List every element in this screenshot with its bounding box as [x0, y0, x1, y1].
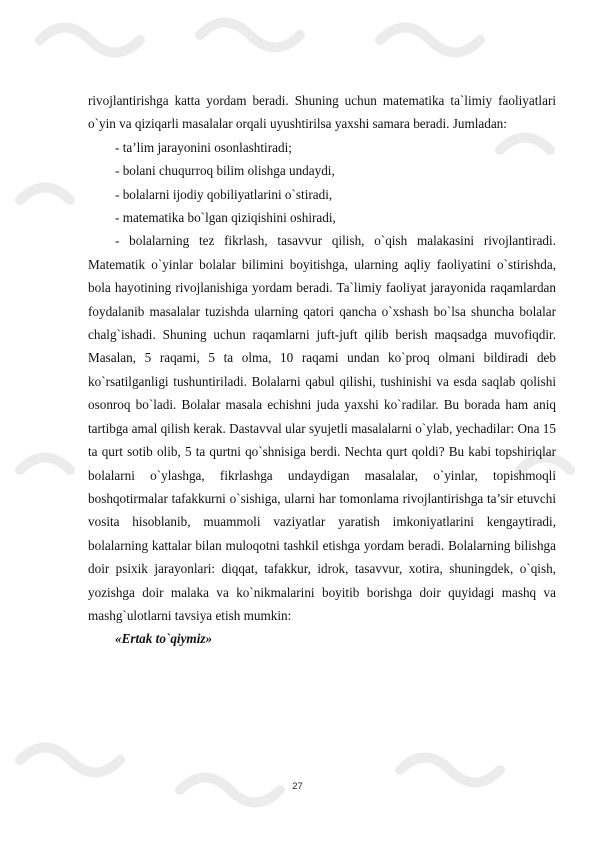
intro-paragraph: rivojlantirishga katta yordam beradi. Shuning uchun matematika ta`limiy faoliyatlari o`yin va qiziqarli masalalar orqali uyushtirilsa yaxshi samara beradi. Jumladan:	[88, 93, 556, 132]
document-body	[88, 89, 556, 651]
bullet-item-2: - bolani chuqurroq bilim olishga undaydi,	[115, 163, 335, 179]
main-paragraph: - bolalarning tez fikrlash, tasavvur qilish, o`qish malakasini rivojlantiradi. Matematik o`yinlar bolalar bilimini boyitishga, ularning aqliy faoliyatini o`stirishda, bola hayotining rivojlanishiga yordam beradi. Ta`limiy faoliyat jarayonida raqamlardan foydalanib masalalar tuzishda ularning qatori qancha o`xshash bo`lsa shuncha bolalar chalg`ishadi. Shuning uchun raqamlarni juft-juft qilib berish maqsadga muvofiqdir. Masalan, 5 raqami, 5 ta olma, 10 raqami undan ko`proq olmani bildiradi deb ko`rsatilganligi tushuntiriladi. Bolalarni qabul qilishi, tushinishi va esda saqlab qolishi osonroq bo`ladi. Bolalar masala echishni juda yaxshi ko`radilar. Bu borada ham aniq tartibga amal qilish kerak. Dastavval ular syujetli masalalarni o`ylab, yechadilar: Ona 15 ta qurt sotib olib, 5 ta qurtni qo`shnisiga berdi. Nechta qurt qoldi? Bu kabi topshiriqlar bolalarni o`ylashga, fikrlashga undaydigan masalalar, o`yinlar, topishmoqli boshqotirmalar tafakkurni o`sishiga, ularni har tomonlama rivojlantirishga ta’sir etuvchi vosita hisoblanib, muammoli vaziyatlar yaratish imkoniyatlarini kengaytiradi, bolalarning kattalar bilan muloqotni tashkil etishga yordam beradi. Bolalarning bilishga doir psixik jarayonlari: diqqat, tafakkur, idrok, tasavvur, xotira, shuningdek, o`qish, yozishga doir malaka va ko`nikmalarini boyitib borishga doir quyidagi mashq va mashg`ulotlarni tavsiya etish mumkin:	[88, 233, 556, 623]
bullet-item-1: - ta’lim jarayonini osonlashtiradi;	[115, 139, 292, 155]
page-number: 27	[292, 781, 303, 792]
section-heading: «Ertak to`qiymiz»	[115, 631, 213, 647]
bullet-item-3: - bolalarni ijodiy qobiliyatlarini o`stiradi,	[115, 186, 333, 202]
bullet-item-4: - matematika bo`lgan qiziqishini oshiradi,	[115, 210, 336, 226]
